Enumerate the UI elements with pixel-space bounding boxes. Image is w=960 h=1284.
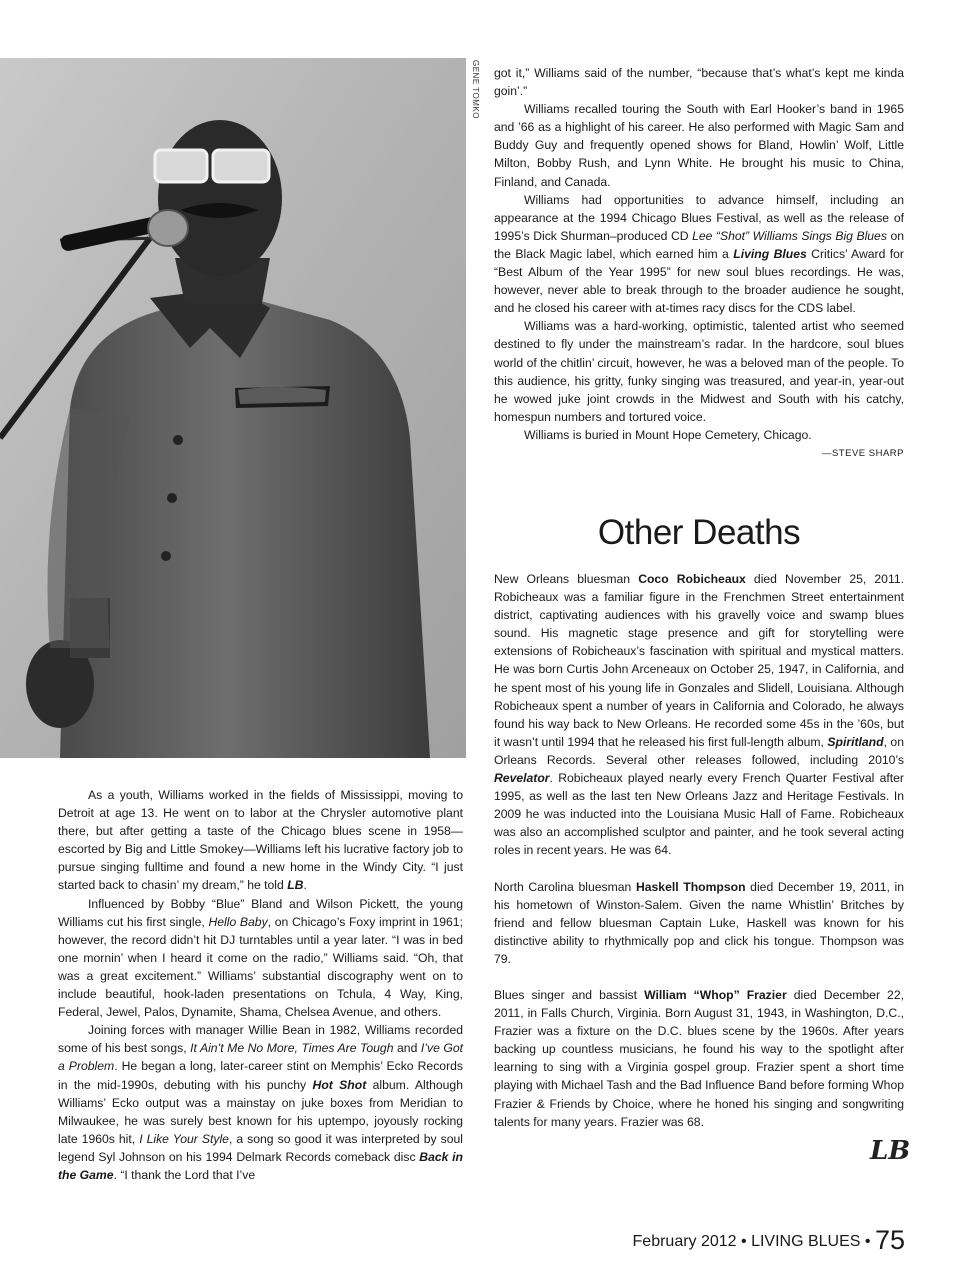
death-entry: Blues singer and bassist William “Whop” Frazier died December 22, 2011, in Falls Church, Virginia. Born August 31, 1943, in Washington, D.C., Frazier was a fixture on the D.C. blues scene by the 1960s. After years backing up countless musicians, he found his way to the spotlight after learning to sing with a Virginia gospel group. Frazier spent a short time playing with Michael Tash and the Bad Influence Band before forming Whop Frazier & Friends by Choice, where he honed his singing and songwriting talents for many years. Frazier was 68.: [494, 987, 904, 1129]
section-heading: Other Deaths: [597, 513, 801, 552]
song-title: I’ve Got a Problem: [58, 1041, 464, 1074]
magazine-name: Living Blues: [733, 246, 807, 261]
album-title: Hot Shot: [312, 1077, 367, 1092]
album-title: Lee “Shot” Williams Sings Big Blues: [692, 228, 887, 243]
song-title: Hello Baby: [208, 914, 268, 929]
song-title: It Ain’t Me No More, Times Are Tough: [190, 1041, 394, 1056]
obit-paragraph: Williams was a hard-working, optimistic, talented artist who seemed destined to fly under the mainstream’s radar. In the hardcore, soul blues world of the chitlin’ circuit, however, he was a beloved man of the people. To this audience, his gritty, funky singing was treasured, and year-in, year-out he wowed juke joint crowds in the Midwest and South with his catchy, homespun numbers and tortured voice.: [494, 319, 904, 424]
obit-paragraph: Williams is buried in Mount Hope Cemetery, Chicago.: [524, 427, 812, 442]
death-entry: New Orleans bluesman Coco Robicheaux died November 25, 2011. Robicheaux was a familiar figure in the Frenchmen Street entertainment district, captivating audiences with his gravelly voice and swamp blues sound. His magnetic stage presence and gift for storytelling were extensions of Robicheaux’s fascination with spiritual and mystical matters. He was born Curtis John Arceneaux on October 25, 1947, in California, and he spent most of his young life in Gonzales and Slidell, Louisiana. Although Robicheaux spent a number of years in California and Colorado, he always found his way back to New Orleans. He recorded some 45s in the ’60s, but it wasn’t until 1994 that he released his first full-length album, Spiritland, on Orleans Records. Several other releases followed, including 2010’s Revelator. Robicheaux played nearly every French Quarter Festival after 1995, as well as the last ten New Orleans Jazz and Heritage Festivals. In 2009 he was inducted into the Louisiana Music Hall of Fame. Robicheaux was also an accomplished sculptor and painter, and he took several acting roles in recent years. He was 64.: [494, 572, 904, 858]
deceased-name: Haskell Thompson: [635, 879, 746, 894]
obit-paragraph: got it,” Williams said of the number, “because that’s what’s kept me kinda goin’.”: [494, 66, 904, 99]
song-title: I Like Your Style: [139, 1131, 229, 1146]
album-title: Back in the Game: [58, 1149, 463, 1182]
page-number: 75: [874, 1225, 905, 1255]
album-title: Revelator: [494, 771, 550, 786]
body-paragraph: Influenced by Bobby “Blue” Bland and Wilson Pickett, the young Williams cut his first single, Hello Baby, on Chicago’s Foxy imprint in 1961; however, the record didn’t hit DJ turntables until a year later. “I was in bed one mornin’ when I heard it come on the radio,” Williams said. “Oh, that was a great excitement.” Williams’ substantial discography went on to include beautiful, hook-laden presentations on Tchula, 4 Way, King, Federal, Jewel, Palos, Dynamite, Shama, Chelsea Avenue, and others.: [58, 896, 463, 1020]
obit-paragraph: Williams recalled touring the South with Earl Hooker’s band in 1965 and ’66 as a highlight of his career. He also performed with Magic Sam and Buddy Guy and frequently opened shows for Bland, Howlin’ Wolf, Little Milton, Bobby Rush, and Lynn White. He brought his music to China, Finland, and Canada.: [494, 102, 904, 189]
issue-line: February 2012 • LIVING BLUES •: [632, 1233, 871, 1250]
lead-photo: [0, 58, 466, 758]
death-entry: North Carolina bluesman Haskell Thompson died December 19, 2011, in his hometown of Winston-Salem. Given the name Whistlin’ Britches by friend and fellow bluesman Captain Luke, Haskell was known for his distinctive ability to rhythmically pop and click his tongue. Thompson was 79.: [494, 879, 904, 966]
body-paragraph: As a youth, Williams worked in the fields of Mississippi, moving to Detroit at age 13. He went on to labor at the Chrysler automotive plant there, but after getting a taste of the Chicago blues scene in 1958—escorted by Big and Little Smokey—Williams left his lucrative factory job to pursue singing fulltime and found a new home in the Windy City. “I just started back to chasin’ my dream,” he told LB.: [58, 788, 463, 893]
body-paragraph: Joining forces with manager Willie Bean in 1982, Williams recorded some of his best songs, It Ain’t Me No More, Times Are Tough and I’ve Got a Problem. He began a long, later-career stint on Memphis’ Ecko Records in the mid-1990s, debuting with his punchy Hot Shot album. Although Williams’ Ecko output was a mainstay on juke boxes from Meridian to Milwaukee, he was surely best known for his uptempo, joyously rocking late 1960s hit, I Like Your Style, a song so good it was interpreted by soul legend Syl Johnson on his 1994 Delmark Records comeback disc Back in the Game. “I thank the Lord that I’ve: [58, 1023, 464, 1182]
obituary-body: [58, 786, 463, 1184]
deceased-name: Coco Robicheaux: [638, 572, 746, 586]
album-title: Spiritland: [827, 734, 884, 749]
magazine-abbrev: LB: [287, 878, 304, 893]
deceased-name: William “Whop” Frazier: [644, 987, 787, 1002]
photo-illustration: [0, 58, 466, 758]
obit-paragraph: Williams had opportunities to advance himself, including an appearance at the 1994 Chicago Blues Festival, as well as the release of 1995’s Dick Shurman–produced CD Lee “Shot” Williams Sings Big Blues on the Black Magic label, which earned him a Living Blues Critics’ Award for “Best Album of the Year 1995” for new soul blues recordings. He was, however, never able to break through to the broader audience he sought, and he closed his career with at-times racy discs for the CDS label.: [494, 192, 904, 316]
lb-logo-icon: LB: [870, 1136, 911, 1166]
author-signature: —STEVE SHARP: [821, 447, 904, 459]
page-footer: [560, 1222, 905, 1260]
other-deaths-list: [494, 570, 904, 1131]
obituary-continuation: [494, 64, 904, 463]
photo-credit: GENE TOMKO: [471, 60, 480, 119]
